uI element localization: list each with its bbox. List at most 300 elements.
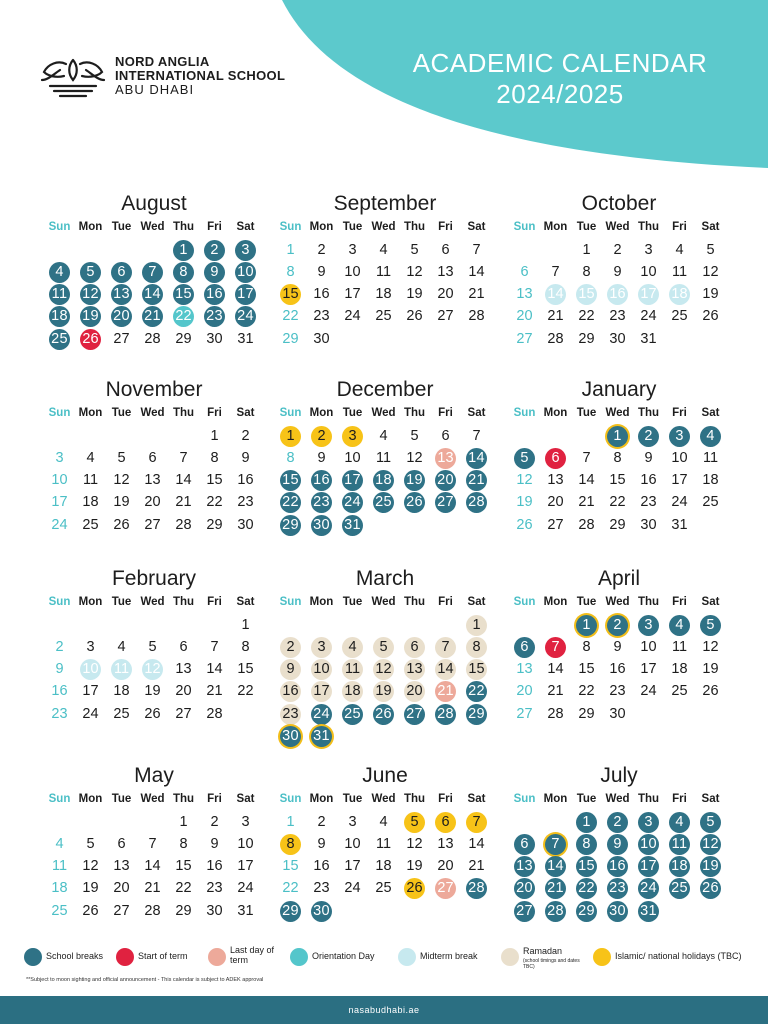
day-cell: 4	[379, 813, 388, 830]
legend	[0, 946, 768, 970]
weekday-header: Mon	[543, 221, 568, 233]
day-cell: 21	[142, 306, 163, 327]
day-cell: 8	[280, 834, 301, 855]
weekday-header: Thu	[403, 596, 426, 608]
weekday-header: Tue	[342, 221, 363, 233]
day-cell: 2	[204, 240, 225, 261]
weekday-header: Sat	[467, 793, 486, 805]
day-cell: 10	[640, 638, 657, 655]
weekday-header: Fri	[207, 596, 222, 608]
day-cell: 23	[313, 308, 330, 325]
day-cell: 5	[117, 449, 126, 466]
day-cell: 26	[373, 704, 394, 725]
day-cell: 28	[435, 704, 456, 725]
day-cell: 25	[375, 880, 392, 897]
day-cell: 23	[609, 683, 626, 700]
legend-label: Ramadan	[523, 946, 563, 956]
day-cell: 7	[582, 449, 591, 466]
day-cell: 18	[669, 284, 690, 305]
day-cell: 25	[375, 308, 392, 325]
weekday-header: Mon	[309, 793, 334, 805]
day-cell: 13	[437, 263, 454, 280]
weekday-header: Sun	[48, 407, 71, 419]
day-cell: 8	[466, 637, 487, 658]
weekday-header: Tue	[111, 596, 132, 608]
weekday-header: Tue	[111, 407, 132, 419]
day-cell: 22	[280, 492, 301, 513]
day-cell: 4	[379, 241, 388, 258]
day-cell: 19	[82, 880, 99, 897]
day-cell: 3	[638, 812, 659, 833]
day-cell: 22	[175, 880, 192, 897]
day-cell: 10	[237, 835, 254, 852]
day-cell: 17	[638, 284, 659, 305]
day-cell: 18	[375, 286, 392, 303]
day-cell: 28	[466, 878, 487, 899]
day-cell: 11	[49, 284, 70, 305]
day-cell: 14	[435, 659, 456, 680]
day-cell: 13	[175, 661, 192, 678]
day-cell: 19	[406, 858, 423, 875]
day-cell: 14	[547, 661, 564, 678]
day-cell: 30	[607, 901, 628, 922]
day-cell: 9	[613, 263, 622, 280]
day-cell: 26	[80, 329, 101, 350]
weekday-header: Sat	[467, 407, 486, 419]
day-cell: 20	[514, 878, 535, 899]
day-cell: 21	[435, 681, 456, 702]
day-cell: 29	[175, 330, 192, 347]
day-cell: 25	[51, 902, 68, 919]
day-cell: 24	[82, 705, 99, 722]
day-cell: 2	[241, 427, 250, 444]
day-cell: 17	[344, 286, 361, 303]
day-cell: 26	[702, 683, 719, 700]
day-cell: 25	[671, 308, 688, 325]
weekday-header: Fri	[672, 407, 687, 419]
weekday-header: Thu	[637, 407, 660, 419]
weekday-header: Tue	[576, 596, 597, 608]
day-cell: 23	[237, 494, 254, 511]
day-cell: 23	[607, 878, 628, 899]
day-cell: 5	[80, 262, 101, 283]
day-cell: 18	[373, 470, 394, 491]
day-cell: 22	[609, 494, 626, 511]
day-cell: 16	[204, 284, 225, 305]
weekday-header: Sun	[279, 221, 302, 233]
weekday-header: Mon	[78, 407, 103, 419]
day-cell: 11	[375, 449, 392, 466]
day-cell: 22	[237, 683, 254, 700]
weekday-header: Tue	[342, 793, 363, 805]
day-cell: 11	[375, 263, 392, 280]
day-cell: 7	[545, 834, 566, 855]
day-cell: 23	[280, 704, 301, 725]
day-cell: 24	[640, 308, 657, 325]
day-cell: 8	[179, 835, 188, 852]
day-cell: 4	[675, 241, 684, 258]
day-cell: 21	[547, 308, 564, 325]
day-cell: 6	[514, 637, 535, 658]
weekday-header: Thu	[403, 221, 426, 233]
day-cell: 21	[206, 683, 223, 700]
weekday-header: Tue	[342, 407, 363, 419]
day-cell: 4	[55, 835, 64, 852]
day-cell: 4	[49, 262, 70, 283]
weekday-header: Wed	[605, 596, 630, 608]
day-cell: 15	[576, 856, 597, 877]
day-cell: 20	[111, 306, 132, 327]
day-cell: 31	[638, 901, 659, 922]
day-cell: 20	[516, 308, 533, 325]
day-cell: 28	[144, 902, 161, 919]
day-cell: 14	[466, 448, 487, 469]
day-cell: 4	[86, 449, 95, 466]
weekday-header: Tue	[342, 596, 363, 608]
day-cell: 9	[210, 835, 219, 852]
day-cell: 1	[466, 615, 487, 636]
day-cell: 20	[437, 286, 454, 303]
month-name: June	[362, 764, 408, 787]
day-cell: 24	[51, 516, 68, 533]
day-cell: 8	[286, 449, 295, 466]
day-cell: 7	[551, 263, 560, 280]
day-cell: 16	[311, 470, 332, 491]
day-cell: 30	[237, 516, 254, 533]
weekday-header: Thu	[172, 221, 195, 233]
day-cell: 15	[466, 659, 487, 680]
day-cell: 22	[282, 308, 299, 325]
month-name: May	[134, 764, 174, 787]
day-cell: 13	[113, 858, 130, 875]
day-cell: 9	[317, 835, 326, 852]
day-cell: 27	[516, 330, 533, 347]
day-cell: 22	[578, 308, 595, 325]
day-cell: 23	[640, 494, 657, 511]
day-cell: 22	[206, 494, 223, 511]
day-cell: 28	[578, 516, 595, 533]
footer-bar	[0, 996, 768, 1024]
school-name-line2: INTERNATIONAL SCHOOL	[115, 68, 286, 83]
day-cell: 31	[640, 330, 657, 347]
day-cell: 16	[313, 286, 330, 303]
weekday-header: Wed	[605, 221, 630, 233]
day-cell: 6	[514, 834, 535, 855]
legend-label: School breaks	[46, 951, 104, 961]
weekday-header: Mon	[543, 793, 568, 805]
day-cell: 31	[342, 515, 363, 536]
day-cell: 21	[468, 858, 485, 875]
day-cell: 9	[204, 262, 225, 283]
day-cell: 1	[241, 616, 250, 633]
weekday-header: Sat	[701, 596, 720, 608]
day-cell: 29	[609, 516, 626, 533]
day-cell: 15	[578, 661, 595, 678]
day-cell: 27	[175, 705, 192, 722]
day-cell: 27	[113, 902, 130, 919]
day-cell: 17	[342, 470, 363, 491]
day-cell: 25	[82, 516, 99, 533]
weekday-header: Sun	[513, 407, 536, 419]
day-cell: 5	[86, 835, 95, 852]
day-cell: 25	[669, 878, 690, 899]
day-cell: 22	[578, 683, 595, 700]
day-cell: 12	[406, 263, 423, 280]
legend-label: Last day of term	[230, 945, 275, 965]
weekday-header: Mon	[543, 407, 568, 419]
day-cell: 24	[671, 494, 688, 511]
day-cell: 6	[111, 262, 132, 283]
day-cell: 25	[342, 704, 363, 725]
weekday-header: Thu	[637, 596, 660, 608]
weekday-header: Sat	[701, 793, 720, 805]
day-cell: 18	[669, 856, 690, 877]
day-cell: 6	[404, 637, 425, 658]
day-cell: 24	[342, 492, 363, 513]
footer-link[interactable]: nasabudhabi.ae	[348, 1005, 420, 1015]
weekday-header: Sat	[236, 221, 255, 233]
day-cell: 31	[311, 726, 332, 747]
day-cell: 24	[344, 308, 361, 325]
weekday-header: Wed	[605, 793, 630, 805]
day-cell: 17	[671, 472, 688, 489]
legend-swatch	[398, 948, 416, 966]
day-cell: 6	[117, 835, 126, 852]
day-cell: 17	[344, 858, 361, 875]
day-cell: 10	[640, 263, 657, 280]
day-cell: 16	[607, 284, 628, 305]
day-cell: 23	[51, 705, 68, 722]
day-cell: 17	[638, 856, 659, 877]
day-cell: 1	[173, 240, 194, 261]
day-cell: 27	[435, 878, 456, 899]
day-cell: 2	[317, 241, 326, 258]
day-cell: 12	[142, 659, 163, 680]
legend-label: Islamic/ national holidays (TBC)	[615, 951, 742, 961]
month-name: March	[355, 567, 415, 590]
weekday-header: Thu	[637, 793, 660, 805]
day-cell: 29	[280, 515, 301, 536]
weekday-header: Wed	[371, 221, 396, 233]
school-crest-logo	[38, 56, 108, 100]
day-cell: 23	[313, 880, 330, 897]
day-cell: 12	[373, 659, 394, 680]
day-cell: 4	[117, 638, 126, 655]
day-cell: 3	[669, 426, 690, 447]
day-cell: 21	[547, 683, 564, 700]
day-cell: 7	[545, 637, 566, 658]
day-cell: 21	[578, 494, 595, 511]
day-cell: 29	[466, 704, 487, 725]
day-cell: 24	[311, 704, 332, 725]
day-cell: 7	[142, 262, 163, 283]
weekday-header: Fri	[672, 793, 687, 805]
weekday-header: Wed	[140, 793, 165, 805]
day-cell: 11	[375, 835, 392, 852]
day-cell: 30	[206, 330, 223, 347]
day-cell: 5	[404, 812, 425, 833]
weekday-header: Thu	[403, 407, 426, 419]
day-cell: 1	[582, 241, 591, 258]
day-cell: 17	[640, 661, 657, 678]
weekday-header: Tue	[576, 407, 597, 419]
day-cell: 17	[82, 683, 99, 700]
weekday-header: Thu	[403, 793, 426, 805]
weekday-header: Tue	[576, 793, 597, 805]
day-cell: 1	[286, 241, 295, 258]
day-cell: 7	[148, 835, 157, 852]
weekday-header: Fri	[438, 407, 453, 419]
weekday-header: Sun	[48, 221, 71, 233]
day-cell: 5	[514, 448, 535, 469]
weekday-header: Sat	[467, 221, 486, 233]
weekday-header: Tue	[111, 793, 132, 805]
day-cell: 10	[344, 449, 361, 466]
weekday-header: Fri	[438, 596, 453, 608]
day-cell: 18	[82, 494, 99, 511]
day-cell: 26	[700, 878, 721, 899]
day-cell: 13	[435, 448, 456, 469]
day-cell: 26	[404, 878, 425, 899]
month-name: February	[111, 567, 197, 590]
day-cell: 21	[144, 880, 161, 897]
day-cell: 11	[669, 834, 690, 855]
legend-swatch	[593, 948, 611, 966]
weekday-header: Sat	[236, 596, 255, 608]
weekday-header: Sun	[48, 793, 71, 805]
day-cell: 21	[545, 878, 566, 899]
day-cell: 3	[342, 426, 363, 447]
day-cell: 5	[700, 812, 721, 833]
day-cell: 18	[702, 472, 719, 489]
day-cell: 10	[638, 834, 659, 855]
day-cell: 12	[406, 449, 423, 466]
day-cell: 23	[206, 880, 223, 897]
day-cell: 15	[175, 858, 192, 875]
weekday-header: Fri	[438, 793, 453, 805]
day-cell: 11	[342, 659, 363, 680]
weekday-header: Sat	[467, 596, 486, 608]
day-cell: 7	[472, 427, 481, 444]
day-cell: 14	[578, 472, 595, 489]
day-cell: 30	[313, 330, 330, 347]
day-cell: 14	[142, 284, 163, 305]
day-cell: 3	[86, 638, 95, 655]
day-cell: 22	[282, 880, 299, 897]
day-cell: 8	[582, 638, 591, 655]
day-cell: 6	[520, 263, 529, 280]
day-cell: 13	[111, 284, 132, 305]
day-cell: 24	[344, 880, 361, 897]
weekday-header: Mon	[78, 221, 103, 233]
day-cell: 25	[113, 705, 130, 722]
day-cell: 16	[206, 858, 223, 875]
day-cell: 2	[638, 426, 659, 447]
day-cell: 24	[237, 880, 254, 897]
day-cell: 11	[671, 638, 688, 655]
day-cell: 3	[348, 241, 357, 258]
day-cell: 18	[375, 858, 392, 875]
weekday-header: Sat	[701, 221, 720, 233]
day-cell: 22	[173, 306, 194, 327]
day-cell: 2	[607, 812, 628, 833]
day-cell: 6	[435, 812, 456, 833]
day-cell: 20	[437, 858, 454, 875]
day-cell: 7	[179, 449, 188, 466]
day-cell: 29	[206, 516, 223, 533]
day-cell: 12	[80, 284, 101, 305]
weekday-header: Wed	[605, 407, 630, 419]
day-cell: 26	[144, 705, 161, 722]
day-cell: 20	[547, 494, 564, 511]
day-cell: 25	[373, 492, 394, 513]
weekday-header: Thu	[172, 793, 195, 805]
day-cell: 14	[545, 284, 566, 305]
title-line2: 2024/2025	[496, 79, 624, 109]
day-cell: 18	[342, 681, 363, 702]
school-name-line3: ABU DHABI	[115, 82, 195, 97]
day-cell: 16	[640, 472, 657, 489]
weekday-header: Thu	[172, 596, 195, 608]
day-cell: 17	[51, 494, 68, 511]
day-cell: 16	[280, 681, 301, 702]
day-cell: 20	[144, 494, 161, 511]
day-cell: 11	[702, 449, 719, 466]
weekday-header: Tue	[576, 221, 597, 233]
legend-swatch	[290, 948, 308, 966]
month-name: November	[105, 378, 203, 401]
day-cell: 16	[51, 683, 68, 700]
weekday-header: Mon	[78, 596, 103, 608]
day-cell: 29	[578, 330, 595, 347]
day-cell: 4	[379, 427, 388, 444]
day-cell: 16	[313, 858, 330, 875]
day-cell: 6	[441, 241, 450, 258]
day-cell: 19	[113, 494, 130, 511]
day-cell: 4	[669, 812, 690, 833]
legend-label: Start of term	[138, 951, 188, 961]
day-cell: 30	[311, 901, 332, 922]
weekday-header: Tue	[111, 221, 132, 233]
day-cell: 2	[280, 637, 301, 658]
day-cell: 26	[702, 308, 719, 325]
day-cell: 5	[706, 241, 715, 258]
day-cell: 9	[317, 449, 326, 466]
weekday-header: Thu	[637, 221, 660, 233]
day-cell: 3	[55, 449, 64, 466]
day-cell: 8	[582, 263, 591, 280]
day-cell: 17	[235, 284, 256, 305]
weekday-header: Wed	[371, 407, 396, 419]
page-title	[380, 48, 740, 110]
day-cell: 23	[609, 308, 626, 325]
weekday-header: Sun	[279, 596, 302, 608]
day-cell: 24	[235, 306, 256, 327]
day-cell: 7	[210, 638, 219, 655]
day-cell: 13	[404, 659, 425, 680]
day-cell: 20	[113, 880, 130, 897]
footnote: **Subject to moon sighting and official announcement - This calendar is subject to ADEK approval	[26, 977, 264, 983]
day-cell: 12	[702, 638, 719, 655]
day-cell: 20	[516, 683, 533, 700]
weekday-header: Mon	[543, 596, 568, 608]
day-cell: 1	[280, 426, 301, 447]
day-cell: 6	[441, 427, 450, 444]
day-cell: 10	[344, 835, 361, 852]
weekday-header: Fri	[207, 221, 222, 233]
day-cell: 6	[148, 449, 157, 466]
weekday-header: Mon	[309, 407, 334, 419]
